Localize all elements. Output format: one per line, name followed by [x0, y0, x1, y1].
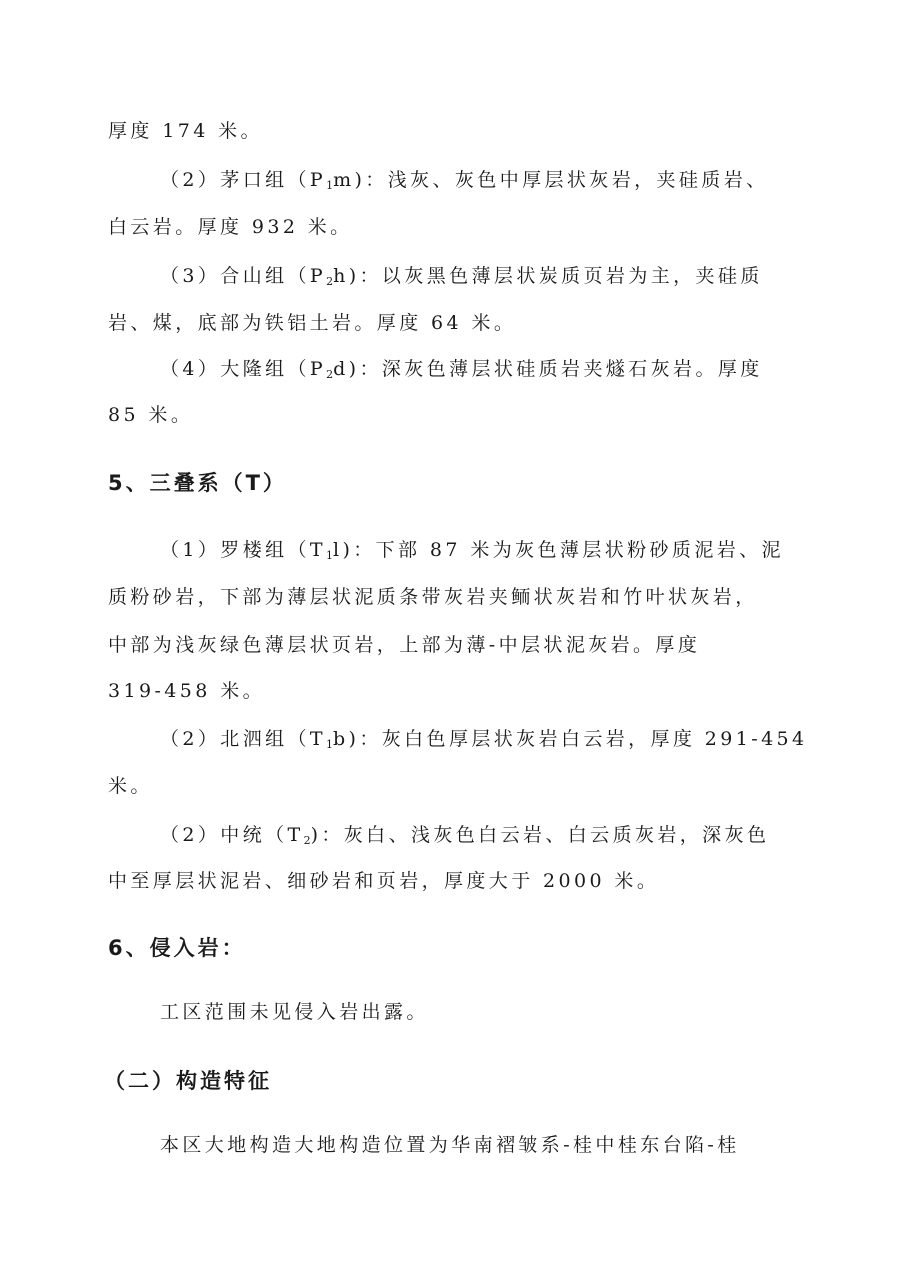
subscript: 1 [325, 549, 333, 562]
section-heading-triassic: 5、三叠系（T） [108, 471, 287, 495]
paragraph-line: 本区大地构造大地构造位置为华南褶皱系-桂中桂东台陷-桂 [160, 1134, 740, 1156]
paragraph-line: 319-458 米。 [108, 680, 265, 702]
subscript: 1 [326, 179, 334, 192]
zhongtong-line [160, 826, 850, 846]
subscript: 2 [326, 368, 334, 381]
paragraph-line: 中至厚层状泥岩、细砂岩和页岩，厚度大于 2000 米。 [108, 870, 660, 892]
section-heading-structure: （二）构造特征 [104, 1069, 272, 1093]
text-segment: （4）大隆组（P [160, 358, 327, 380]
text-segment: （2）中统（T [160, 824, 304, 846]
heshan-formation-line [160, 267, 850, 287]
paragraph-line: 85 米。 [108, 404, 194, 426]
text-segment: b)：灰白色厚层状灰岩白云岩，厚度 291-454 [332, 728, 808, 750]
text-segment: （1）罗楼组（T [160, 539, 326, 561]
text-segment: h)：以灰黑色薄层状炭质页岩为主，夹硅质 [333, 265, 763, 287]
dalong-formation-line [160, 360, 850, 380]
text-segment: )：灰白、浅灰色白云岩、白云质灰岩，深灰色 [310, 824, 770, 846]
luolou-formation-line [160, 541, 850, 561]
text-segment: （3）合山组（P [160, 265, 327, 287]
section-heading-intrusive: 6、侵入岩： [108, 936, 246, 960]
maokou-formation-line [160, 171, 850, 191]
text-segment: m)：浅灰、灰色中厚层状灰岩，夹硅质岩、 [333, 169, 769, 191]
text-segment: （2）茅口组（P [160, 169, 327, 191]
paragraph-line: 质粉砂岩，下部为薄层状泥质条带灰岩夹鲕状灰岩和竹叶状灰岩， [108, 586, 758, 608]
subscript: 2 [326, 275, 334, 288]
subscript: 1 [325, 738, 333, 751]
paragraph-line: 厚度 174 米。 [108, 120, 263, 142]
text-segment: （2）北泗组（T [160, 728, 326, 750]
paragraph-line: 米。 [108, 775, 153, 797]
paragraph-line: 中部为浅灰绿色薄层状页岩，上部为薄-中层状泥灰岩。厚度 [108, 634, 701, 656]
text-segment: d)：深灰色薄层状硅质岩夹燧石灰岩。厚度 [333, 358, 763, 380]
paragraph-line: 工区范围未见侵入岩出露。 [160, 1001, 429, 1023]
subscript: 2 [303, 834, 311, 847]
text-segment: l)：下部 87 米为灰色薄层状粉砂质泥岩、泥 [332, 539, 784, 561]
beisi-formation-line [160, 730, 850, 750]
paragraph-line: 岩、煤，底部为铁铝土岩。厚度 64 米。 [108, 312, 517, 334]
paragraph-line: 白云岩。厚度 932 米。 [108, 216, 353, 238]
